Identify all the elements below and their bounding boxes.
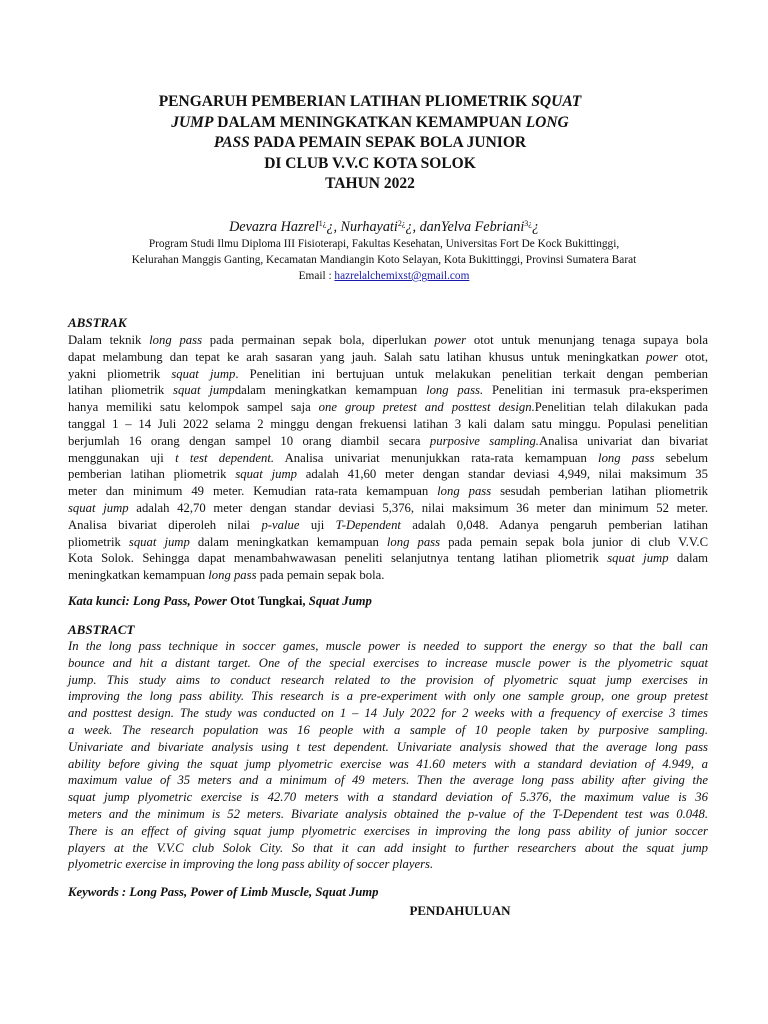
email-row: Email : hazrelalchemixst@gmail.com: [298, 270, 470, 282]
title-line-3: PASS PADA PEMAIN SEPAK BOLA JUNIOR: [213, 134, 527, 151]
abstract-heading: ABSTRACT: [68, 622, 135, 637]
keywords: Keywords : Long Pass, Power of Limb Muscle, Squat Jump: [68, 885, 379, 899]
paper-title: [0, 92, 740, 195]
author-2: Nurhayati: [340, 219, 398, 235]
title-line-2: JUMP DALAM MENINGKATKAN KEMAMPUAN LONG: [171, 113, 569, 131]
abstract-body: In the long pass technique in soccer games, muscle power is needed to support the energy so that the ball can bounce and hit a distant target. One of the special exercises to increase muscle power is the plyometric squat jump. This study aims to conduct research related to the provision of plyometric squat jump exercises in improving the long pass ability. This research is a pre-experiment with only one sample group, one group pretest and posttest design. The study was conducted on 1 – 14 July 2022 for 2 weeks with a frequency of exercise 3 times a week. The research population was 16 people with a sample of 10 people taken by purposive sampling. Univariate and bivariate analysis using t test dependent. Univariate analysis showed that the average long pass ability before giving the squat jump plyometric exercise was 41.60 meters with a standard deviation of 4.949, a maximum value of 35 meters and a minimum of 49 meters. Then the average long pass ability after giving the squat jump plyometric exercise is 42.70 meters with a standard deviation of 5.376, the maximum value is 36 meters and the minimum is 52 meters. Bivariate analysis obtained the p-value of the T-Dependent test was 0.048. There is an effect of giving squat jump plyometric exercises in improving the long pass ability of junior soccer players at the V.V.C club Solok City. So that it can add insight to further researchers about the squat jump plyometric exercise in improving the long pass ability of soccer players.: [68, 639, 708, 872]
title-line-5: TAHUN 2022: [325, 175, 415, 192]
abstrak-body: Dalam teknik long pass pada permainan sepak bola, diperlukan power otot untuk menunjang tenaga supaya bola dapat melambung dan tepat ke arah sasaran yang jauh. Salah satu latihan khusus untuk meningkatkan power otot, yakni pliometrik squat jump. Penelitian ini bertujuan untuk melakukan penelitian terkait dengan pemberian latihan pliometrik squat jumpdalam meningkatkan kemampuan long pass. Penelitian ini termasuk pra-eksperimen hanya memiliki satu kelompok sampel saja one group pretest and posttest design.Penelitian telah dilakukan pada tanggal 1 – 14 Juli 2022 selama 2 minggu dengan frekuensi latihan 3 kali dalam satu minggu. Populasi penelitian berjumlah 16 orang dengan sampel 10 orang diambil secara purposive sampling.Analisa univariat dan bivariat menggunakan uji t test dependent. Analisa univariat menunjukkan rata-rata kemampuan long pass sebelum pemberian latihan pliometrik squat jump adalah 41,60 meter dengan standar deviasi 4,949, nilai maksimum 35 meter dan minimum 49 meter. Kemudian rata-rata kemampuan long pass sesudah pemberian latihan pliometrik squat jump adalah 42,70 meter dengan standar deviasi 5,376, nilai maksimum 36 meter dan minimum 52 meter. Analisa bivariat diperoleh nilai p-value uji T-Dependent adalah 0,048. Adanya pengaruh pemberian latihan pliometrik squat jump dalam meningkatkan kemampuan long pass pada pemain sepak bola junior di club V.V.C Kota Solok. Sehingga dapat menambahwawasan peneliti selanjutnya tentang latihan pliometrik squat jump dalam meningkatkan kemampuan long pass pada pemain sepak bola.: [68, 333, 709, 583]
title-line-1: PENGARUH PEMBERIAN LATIHAN PLIOMETRIK SQUAT: [158, 93, 582, 110]
title-line-4: DI CLUB V.V.C KOTA SOLOK: [264, 154, 476, 172]
author-1: Devazra Hazrel: [229, 219, 319, 235]
author-3: Yelva Febriani: [440, 219, 525, 235]
affiliation-line-2: Kelurahan Manggis Ganting, Kecamatan Mandiangin Koto Selayan, Kota Bukittinggi, Provinsi Sumatera Barat: [131, 254, 637, 266]
email-link[interactable]: hazrelalchemixst@gmail.com: [334, 270, 470, 282]
abstrak-heading: ABSTRAK: [68, 315, 127, 330]
section-heading-pendahuluan: PENDAHULUAN: [409, 903, 511, 918]
kata-kunci: Kata kunci: Long Pass, Power Otot Tungkai, Squat Jump: [68, 594, 372, 608]
author-list: Devazra Hazrel$^{1¿}$¿, Nurhayati$^{2¿}$¿, danYelva Febriani$^{3¿}$¿: [229, 219, 539, 235]
affiliation-line-1: Program Studi Ilmu Diploma III Fisioterapi, Fakultas Kesehatan, Universitas Fort De Kock Bukittinggi,: [148, 238, 620, 250]
